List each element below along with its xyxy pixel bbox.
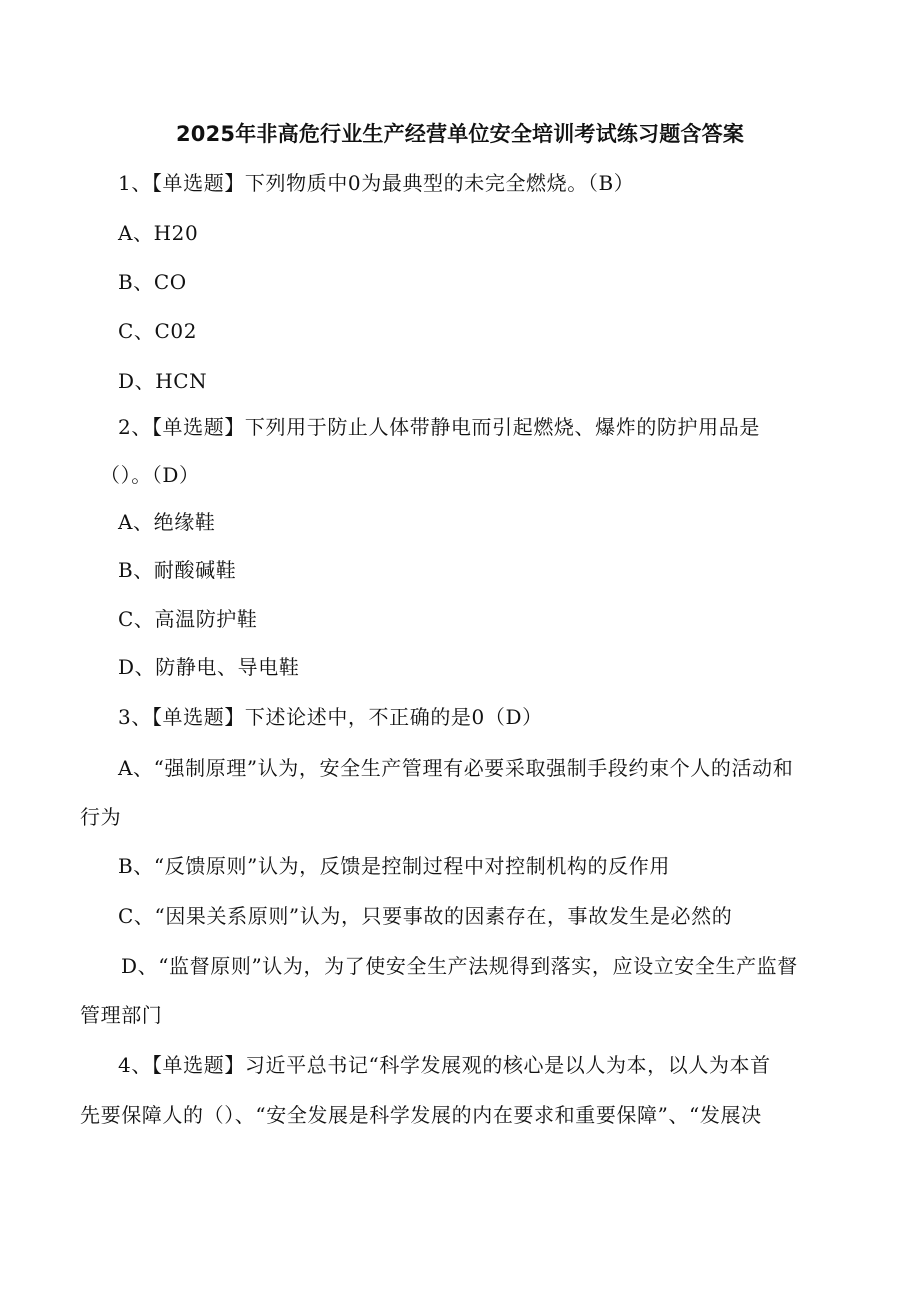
question-3-option-d-continued: 管理部门 xyxy=(80,1003,163,1027)
question-3-option-a: A、“强制原理”认为，安全生产管理有必要采取强制手段约束个人的活动和 xyxy=(118,756,794,780)
question-4-stem-continued: 先要保障人的（）、“安全发展是科学发展的内在要求和重要保障”、“发展决 xyxy=(80,1103,762,1127)
question-2-stem: 2、【单选题】下列用于防止人体带静电而引起燃烧、爆炸的防护用品是 xyxy=(118,415,760,439)
question-1-stem: 1、【单选题】下列物质中0为最典型的未完全燃烧。（B） xyxy=(118,171,635,195)
question-2-option-d: D、防静电、导电鞋 xyxy=(118,655,300,679)
question-2-stem-continued: （）。（D） xyxy=(100,463,200,487)
question-2-option-c: C、高温防护鞋 xyxy=(118,607,258,631)
question-1-option-d: D、HCN xyxy=(118,369,208,393)
question-3-option-c: C、“因果关系原则”认为，只要事故的因素存在，事故发生是必然的 xyxy=(118,904,733,928)
question-1-option-b: B、CO xyxy=(118,270,187,294)
question-2-option-b: B、耐酸碱鞋 xyxy=(118,558,237,582)
question-2-option-a: A、绝缘鞋 xyxy=(118,510,216,534)
question-4-stem: 4、【单选题】习近平总书记“科学发展观的核心是以人为本，以人为本首 xyxy=(118,1053,771,1077)
question-3-option-a-continued: 行为 xyxy=(80,805,122,829)
question-1-option-a: A、H20 xyxy=(118,221,199,245)
question-3-option-b: B、“反馈原则”认为，反馈是控制过程中对控制机构的反作用 xyxy=(118,854,670,878)
question-3-option-d: D、“监督原则”认为，为了使安全生产法规得到落实，应设立安全生产监督 xyxy=(121,954,798,978)
question-1-option-c: C、C02 xyxy=(118,319,198,343)
document-title: 2025年非高危行业生产经营单位安全培训考试练习题含答案 xyxy=(175,122,745,146)
question-3-stem: 3、【单选题】下述论述中，不正确的是0（D） xyxy=(118,705,543,729)
